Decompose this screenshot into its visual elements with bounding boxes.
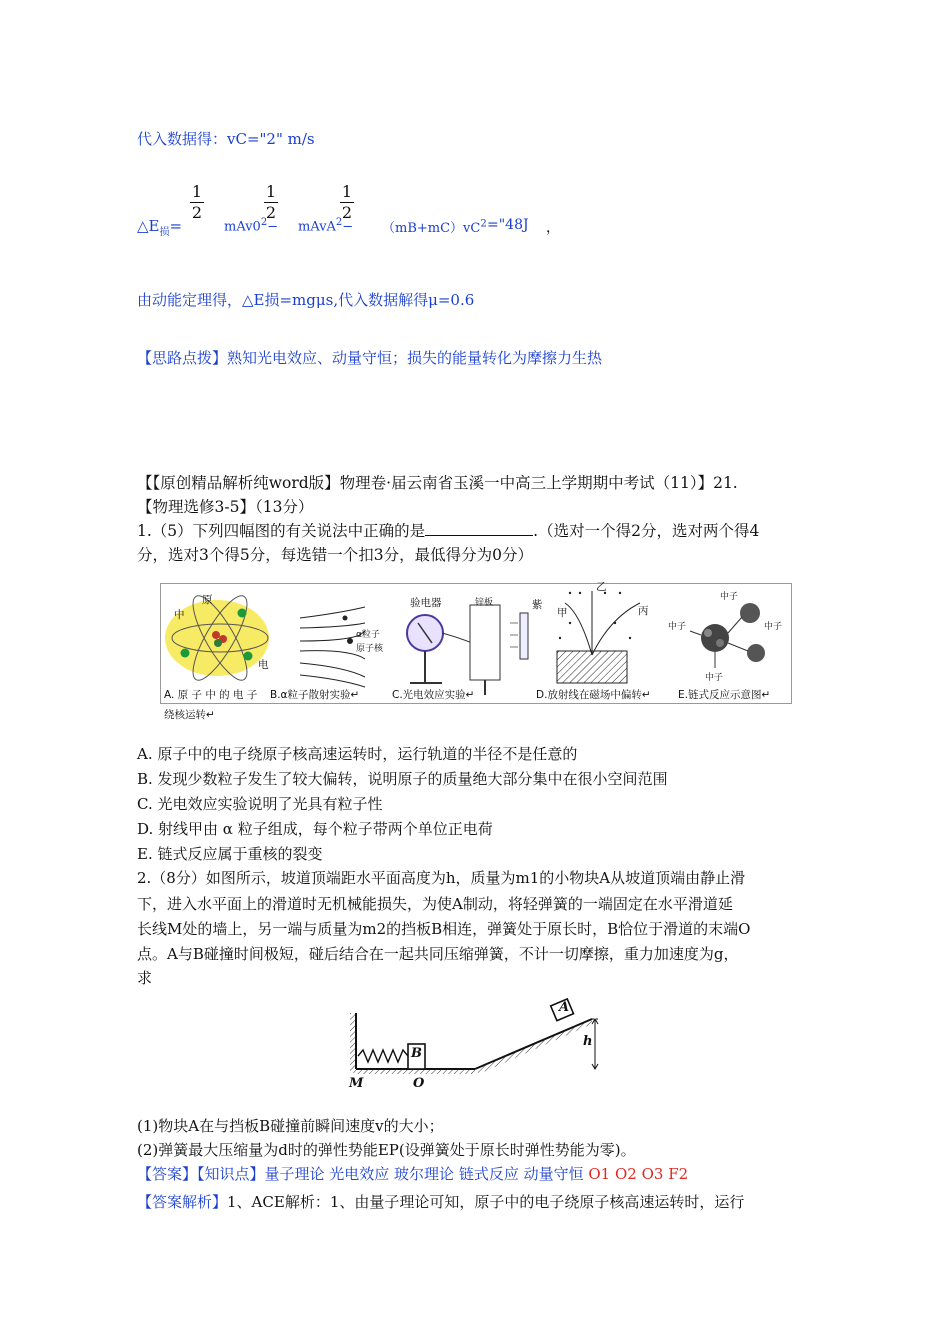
term-2: mAvA$^2$− xyxy=(298,217,354,235)
answer-blank xyxy=(425,521,533,536)
comma: ， xyxy=(546,220,560,236)
fig-b-caption: B.α粒子散射实验↵ xyxy=(270,689,360,701)
option-c: C. 光电效应实验说明了光具有粒子性 xyxy=(137,795,383,813)
question-subheader: 【物理选修3-5】（13分） xyxy=(137,498,314,516)
term-3: $(mB+mC)vC^2$ xyxy=(382,218,487,236)
fig-a-caption-2: 绕核运转↵ xyxy=(164,709,215,721)
option-b: B. 发现少数粒子发生了较大偏转，说明原子的质量绝大部分集中在很小空间范围 xyxy=(137,770,668,788)
chain-reaction-figure xyxy=(690,603,765,668)
fig-c-caption: C.光电效应实验↵ xyxy=(392,689,475,701)
ramp-diagram-svg xyxy=(345,996,610,1096)
fig-e-label-l: 中子 xyxy=(668,622,687,632)
fig-e-label-tl: 中子 xyxy=(720,592,739,602)
ramp-diagram xyxy=(345,996,610,1096)
fig-a-label-right: 电 xyxy=(258,659,269,671)
fig-e-label-r: 中子 xyxy=(764,622,783,632)
label-b: B xyxy=(411,1046,422,1061)
question-1-line-2: 分，选对3个得5分，每选错一个扣3分，最低得分为0分） xyxy=(137,546,533,564)
fig-a-label-top: 原 xyxy=(202,594,213,606)
fig-b-label-1: α粒子 xyxy=(356,630,380,640)
q2-line-4: 点。A与B碰撞时间极短，碰后结合在一起共同压缩弹簧，不计一切摩擦，重力加速度为g， xyxy=(137,945,739,963)
fig-a-label-left: 中 xyxy=(174,609,185,621)
energy-result: ="48J xyxy=(487,217,529,233)
label-h: h xyxy=(583,1034,593,1049)
figure-strip xyxy=(160,583,792,723)
delta-e-label: $\triangle E_损=$ xyxy=(137,217,183,238)
answer-codes: O1 O2 O3 F2 xyxy=(588,1165,689,1183)
fig-c-label-mid: 锌板 xyxy=(475,598,494,608)
term-1: $mAv0^2-$ xyxy=(224,217,279,235)
fraction-1: 1 2 xyxy=(191,182,203,222)
fig-e-caption: E.链式反应示意图↵ xyxy=(678,689,771,701)
fig-d-label-left: 甲 xyxy=(557,607,568,619)
fig-a-caption: A. 原 子 中 的 电 子 xyxy=(164,689,258,701)
fig-c-label-left: 验电器 xyxy=(410,597,442,609)
sub-question-2: (2)弹簧最大压缩量为d时的弹性势能EP(设弹簧处于原长时弹性势能为零)。 xyxy=(137,1141,636,1159)
question-header: 【【原创精品解析纯word版】物理卷·届云南省玉溪一中高三上学期期中考试（11）】21. xyxy=(137,474,738,492)
option-e: E. 链式反应属于重核的裂变 xyxy=(137,845,323,863)
fig-e-label-b: 中子 xyxy=(705,673,724,683)
atom-figure xyxy=(165,589,269,686)
fig-c-label-right: 紫 xyxy=(532,599,543,611)
label-m: M xyxy=(349,1076,364,1091)
fraction-2: 1 2 xyxy=(265,182,277,222)
fig-b-label-2: 原子核 xyxy=(356,644,384,654)
question-1-line-1: 1.（5）下列四幅图的有关说法中正确的是 .（选对一个得2分，选对两个得4 xyxy=(137,522,760,540)
fraction-3: 1 2 xyxy=(341,182,353,222)
label-o: O xyxy=(413,1076,425,1091)
photoelectric-figure xyxy=(407,605,528,695)
fig-d-label-right: 丙 xyxy=(638,605,649,617)
q2-line-2: 下，进入水平面上的滑道时无机械能损失，为使A制动，将轻弹簧的一端固定在水平滑道延 xyxy=(137,895,733,913)
fig-d-label-top: 乙 xyxy=(596,581,607,593)
radiation-field-figure xyxy=(557,591,640,683)
label-a: A xyxy=(559,1000,570,1015)
answer-line: 【答案】【知识点】量子理论 光电效应 玻尔理论 链式反应 动量守恒 O1 O2 O3 F2 xyxy=(137,1165,689,1183)
q2-line-5: 求 xyxy=(137,969,153,987)
option-d: D. 射线甲由 α 粒子组成，每个粒子带两个单位正电荷 xyxy=(137,820,493,838)
option-a: A. 原子中的电子绕原子核高速运转时，运行轨道的半径不是任意的 xyxy=(137,745,578,763)
sub-question-1: (1)物块A在与挡板B碰撞前瞬间速度v的大小； xyxy=(137,1117,444,1135)
q2-line-3: 长线M处的墙上，另一端与质量为m2的挡板B相连，弹簧处于原长时，B恰位于滑道的末端O xyxy=(137,920,751,938)
q2-line-1: 2.（8分）如图所示，坡道顶端距水平面高度为h，质量为m1的小物块A从坡道顶端由静止滑 xyxy=(137,869,746,887)
analysis-line: 【答案解析】1、ACE解析：1、由量子理论可知，原子中的电子绕原子核高速运转时，运行 xyxy=(137,1193,745,1211)
fig-d-caption: D.放射线在磁场中偏转↵ xyxy=(536,689,651,701)
solution-line-vc: 代入数据得：vC="2" m/s xyxy=(137,130,315,148)
thinking-tip: 【思路点拨】熟知光电效应、动量守恒；损失的能量转化为摩擦力生热 xyxy=(137,349,603,367)
solution-line-mu: 由动能定理得，△E损=mgμs,代入数据解得μ=0.6 xyxy=(137,291,475,309)
